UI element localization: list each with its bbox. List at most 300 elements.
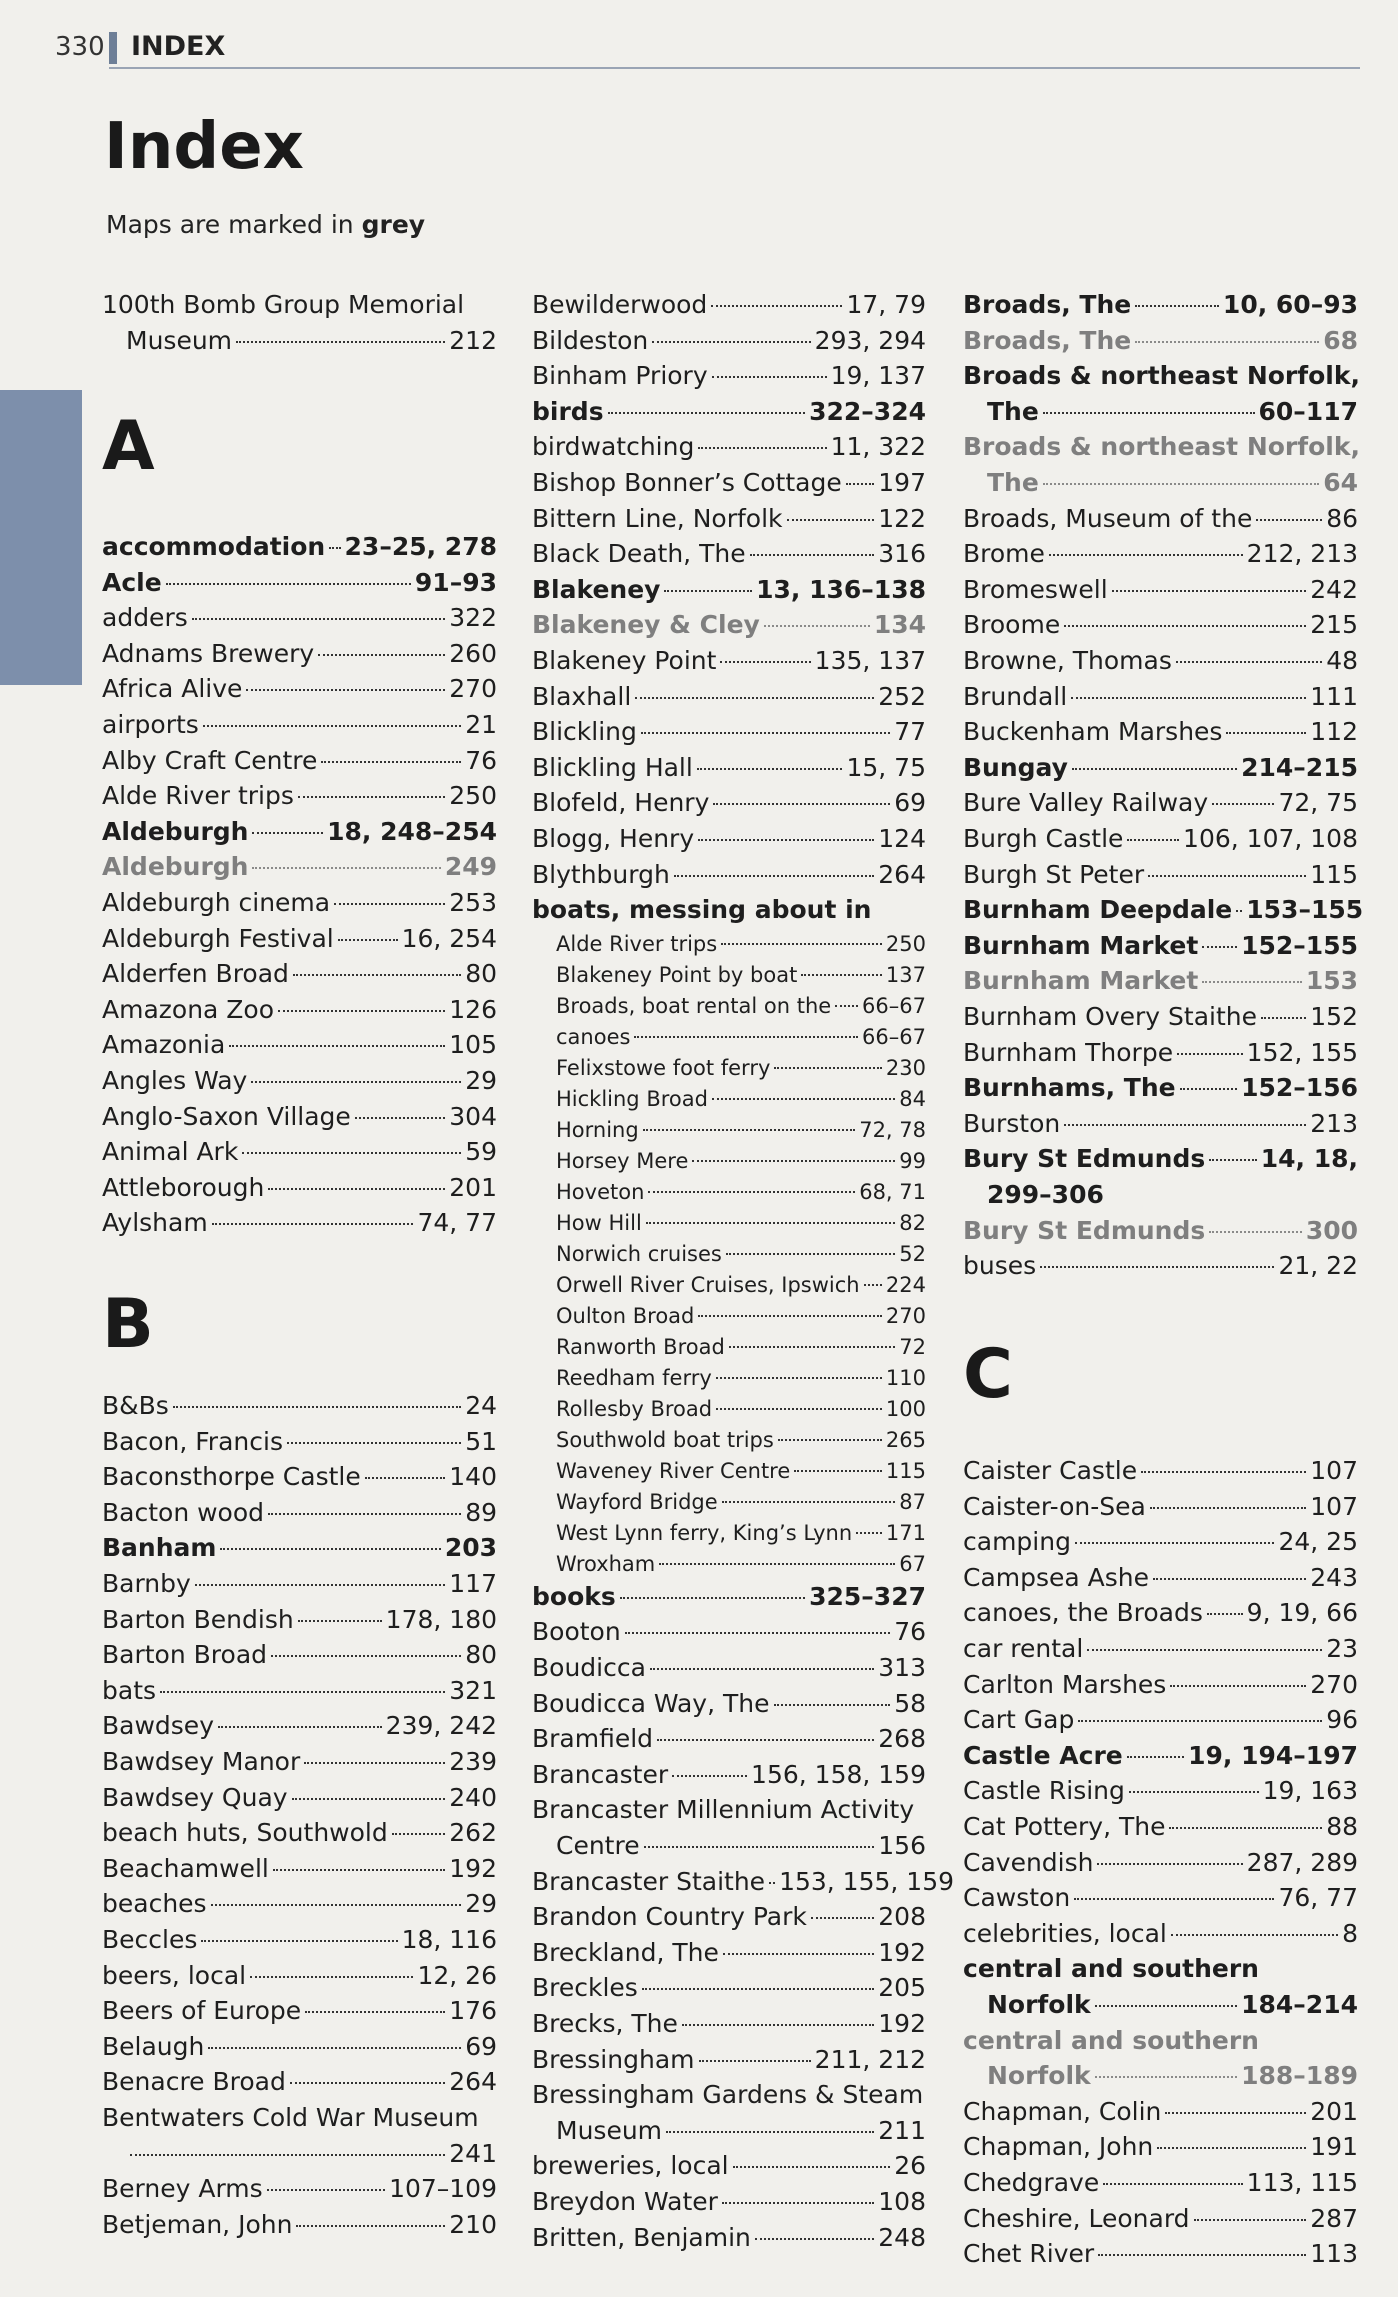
entry-pages: 156, 158, 159 (751, 1759, 926, 1789)
index-entry (963, 1036, 1358, 1070)
leader-dots (1127, 1756, 1184, 1758)
entry-pages: 203 (444, 1533, 497, 1563)
entry-term: Acle (102, 567, 162, 597)
entry-term: central and southern (963, 1954, 1259, 1984)
leader-dots (1176, 661, 1322, 663)
index-entry (532, 537, 926, 571)
leader-dots (1095, 2076, 1237, 2078)
entry-pages: 105 (449, 1030, 497, 1060)
leader-dots (1171, 1934, 1338, 1936)
leader-dots (1212, 803, 1274, 805)
leader-dots (252, 867, 440, 869)
entry-pages: 15, 75 (846, 752, 926, 782)
index-subentry (532, 1270, 926, 1300)
entry-term: Bildeston (532, 325, 649, 355)
entry-term: Cawston (963, 1883, 1071, 1913)
index-entry (963, 786, 1358, 820)
leader-dots (641, 732, 890, 734)
entry-pages: 106, 107, 108 (1183, 824, 1358, 853)
index-entry (102, 1425, 497, 1459)
entry-pages: 191 (1310, 2132, 1358, 2162)
entry-pages: 88 (1326, 1812, 1358, 1841)
entry-pages: 211 (878, 2115, 926, 2145)
index-entry (532, 1793, 926, 1827)
entry-pages: 89 (465, 1497, 497, 1527)
index-entry (532, 2007, 926, 2041)
entry-term: camping (963, 1527, 1071, 1557)
entry-pages: 84 (899, 1086, 926, 1111)
entry-term: Blakeney Point by boat (556, 962, 798, 987)
leader-dots (365, 1477, 446, 1479)
entry-pages: 249 (444, 852, 497, 882)
entry-pages: 210 (449, 2209, 497, 2239)
entry-pages: 80 (465, 1640, 497, 1670)
entry-term: Aldeburgh Festival (102, 923, 334, 953)
entry-term: Horning (556, 1117, 639, 1142)
maps-note (106, 210, 425, 239)
leader-dots (648, 1191, 855, 1193)
entry-term: Chapman, Colin (963, 2096, 1162, 2126)
entry-pages: 214–215 (1241, 752, 1358, 782)
index-entry (102, 1816, 497, 1850)
index-entry (532, 2078, 926, 2112)
leader-dots (192, 618, 446, 620)
index-entry (963, 1071, 1358, 1105)
index-entry (963, 1214, 1358, 1248)
section-tab-marker (0, 390, 82, 685)
leader-dots (1127, 839, 1179, 841)
index-entry (963, 751, 1358, 785)
entry-pages: 112 (1310, 717, 1358, 747)
leader-dots (652, 341, 810, 343)
page-number: 330 (55, 32, 105, 62)
leader-dots (733, 2166, 891, 2168)
entry-pages: 201 (449, 1172, 497, 1202)
entry-term: Aylsham (102, 1208, 208, 1238)
leader-dots (1150, 1507, 1306, 1509)
index-entry (963, 395, 1358, 429)
index-entry (532, 573, 926, 607)
entry-term: Burston (963, 1108, 1061, 1138)
leader-dots (250, 1976, 413, 1978)
entry-term: Berney Arms (102, 2174, 263, 2204)
entry-term: Cat Pottery, The (963, 1812, 1166, 1841)
index-entry (532, 1936, 926, 1970)
leader-dots (835, 1005, 858, 1007)
entry-term: Burnham Market (963, 930, 1199, 960)
entry-pages: 64 (1323, 468, 1358, 497)
leader-dots (293, 974, 461, 976)
leader-dots (1043, 412, 1255, 414)
entry-term: Betjeman, John (102, 2209, 293, 2239)
leader-dots (304, 1762, 445, 1764)
index-entry (102, 1674, 497, 1708)
entry-term: Broads, The (963, 325, 1132, 355)
index-entry (532, 2221, 926, 2255)
leader-dots (298, 796, 445, 798)
entry-pages: 80 (465, 959, 497, 989)
entry-term: Banham (102, 1533, 217, 1563)
index-subentry (532, 929, 926, 959)
entry-pages: 270 (885, 1303, 926, 1328)
entry-pages: 264 (449, 2067, 497, 2097)
entry-term: Barnby (102, 1569, 191, 1598)
entry-pages: 117 (449, 1569, 497, 1598)
entry-pages: 67 (899, 1551, 926, 1576)
entry-pages: 110 (885, 1365, 926, 1390)
leader-dots (1103, 2183, 1242, 2185)
entry-pages: 13, 136–138 (756, 574, 926, 604)
entry-pages: 287, 289 (1246, 1847, 1358, 1877)
entry-pages: 322–324 (809, 396, 926, 426)
leader-dots (252, 832, 323, 834)
leader-dots (723, 1953, 874, 1955)
index-entry (963, 1846, 1358, 1880)
leader-dots (290, 2082, 445, 2084)
leader-dots (774, 1704, 891, 1706)
entry-pages: 69 (894, 788, 926, 818)
index-entry (532, 359, 926, 393)
leader-dots (1180, 1088, 1238, 1090)
leader-dots (642, 1988, 874, 1990)
entry-term: Baconsthorpe Castle (102, 1462, 361, 1492)
leader-dots (1087, 1649, 1322, 1651)
index-entry (532, 395, 926, 429)
entry-pages: 241 (449, 2138, 497, 2168)
entry-term: books (532, 1581, 616, 1611)
leader-dots (698, 1315, 882, 1317)
leader-dots (203, 725, 461, 727)
entry-term: Museum (556, 2115, 663, 2145)
entry-pages: 208 (878, 1902, 926, 1932)
leader-dots (1097, 1863, 1242, 1865)
entry-pages: 243 (1310, 1562, 1358, 1592)
entry-pages: 137 (885, 962, 926, 987)
entry-term: Aldeburgh (102, 852, 249, 882)
entry-pages: 156 (878, 1831, 926, 1860)
entry-term: Blakeney Point (532, 646, 717, 675)
entry-pages: 19, 194–197 (1188, 1740, 1358, 1770)
entry-term: Alde River trips (102, 781, 294, 811)
entry-term: Burnhams, The (963, 1073, 1176, 1103)
leader-dots (211, 1904, 462, 1906)
leader-dots (697, 768, 843, 770)
leader-dots (1074, 1898, 1274, 1900)
leader-dots (787, 519, 875, 521)
entry-term: car rental (963, 1634, 1084, 1663)
entry-pages: 270 (449, 674, 497, 704)
entry-term: Hickling Broad (556, 1086, 708, 1111)
entry-term: Boudicca (532, 1653, 646, 1682)
leader-dots (729, 1346, 895, 1348)
entry-term: Campsea Ashe (963, 1562, 1150, 1592)
entry-pages: 115 (885, 1458, 926, 1483)
leader-dots (1049, 554, 1243, 556)
entry-term: Blakeney (532, 574, 661, 604)
index-entry (532, 430, 926, 464)
entry-term: Chet River (963, 2239, 1095, 2269)
entry-pages: 325–327 (809, 1581, 926, 1611)
entry-pages: 48 (1326, 646, 1358, 675)
leader-dots (236, 341, 445, 343)
entry-term: Blickling Hall (532, 752, 693, 782)
index-entry (102, 2065, 497, 2099)
entry-pages: 115 (1310, 859, 1358, 889)
index-entry (102, 1206, 497, 1240)
index-entry (532, 1687, 926, 1721)
entry-pages: 176 (449, 1996, 497, 2026)
entry-term: Aldeburgh (102, 816, 249, 846)
leader-dots (659, 1563, 895, 1565)
entry-pages: 153, 155, 159 (779, 1866, 955, 1896)
index-entry (102, 815, 497, 849)
index-entry (963, 1881, 1358, 1915)
entry-term: Wroxham (556, 1551, 656, 1576)
leader-dots (1177, 1053, 1243, 1055)
entry-pages: 248 (878, 2222, 926, 2252)
entry-pages: 18, 248–254 (327, 816, 497, 846)
leader-dots (1153, 1578, 1306, 1580)
entry-term: Breckland, The (532, 1937, 719, 1967)
entry-term: Norwich cruises (556, 1241, 722, 1266)
index-subentry (532, 1053, 926, 1083)
entry-pages: 107 (1310, 1456, 1358, 1485)
entry-pages: 124 (878, 824, 926, 853)
leader-dots (160, 1691, 445, 1693)
leader-dots (130, 2154, 445, 2156)
entry-pages: 322 (449, 603, 497, 633)
leader-dots (1157, 2147, 1306, 2149)
leader-dots (166, 583, 411, 585)
index-entry (963, 1000, 1358, 1034)
index-entry (102, 1460, 497, 1494)
entry-term: adders (102, 603, 188, 633)
entry-pages: 72, 75 (1278, 788, 1358, 818)
index-entry (102, 672, 497, 706)
index-entry (532, 466, 926, 500)
index-entry (963, 1774, 1358, 1808)
entry-pages: 262 (449, 1818, 497, 1848)
entry-pages: 66–67 (862, 1024, 926, 1049)
entry-pages: 107 (1310, 1491, 1358, 1521)
entry-term: beaches (102, 1889, 207, 1919)
entry-term: Buckenham Marshes (963, 717, 1223, 747)
leader-dots (1209, 1231, 1302, 1233)
entry-pages: 76 (465, 745, 497, 775)
entry-term: Broome (963, 610, 1061, 640)
entry-pages: 17, 79 (846, 290, 926, 319)
index-subentry (532, 991, 926, 1021)
leader-dots (1165, 2112, 1306, 2114)
index-entry (963, 1107, 1358, 1141)
entry-term: Brancaster Staithe (532, 1866, 766, 1896)
entry-pages: 66–67 (862, 993, 926, 1018)
leader-dots (267, 2189, 385, 2191)
entry-term: Broads, The (963, 290, 1132, 319)
header-bar (109, 32, 117, 64)
entry-term: Britten, Benjamin (532, 2222, 751, 2252)
entry-pages: 242 (1310, 574, 1358, 604)
index-entry (102, 1135, 497, 1169)
entry-pages: 21, 22 (1278, 1251, 1358, 1281)
entry-pages: 29 (465, 1066, 497, 1095)
leader-dots (625, 1632, 891, 1634)
index-entry (532, 1971, 926, 2005)
index-entry (532, 1722, 926, 1756)
leader-dots (1072, 768, 1237, 770)
entry-term: Carlton Marshes (963, 1669, 1167, 1699)
entry-term: Boudicca Way, The (532, 1688, 770, 1718)
entry-pages: 111 (1310, 681, 1358, 711)
leader-dots (650, 1668, 874, 1670)
entry-term: 100th Bomb Group Memorial (102, 290, 465, 319)
index-entry (102, 2030, 497, 2064)
index-entry (963, 573, 1358, 607)
leader-dots (608, 412, 806, 414)
leader-dots (1064, 1124, 1306, 1126)
index-subentry (532, 1549, 926, 1579)
leader-dots (208, 2047, 461, 2049)
entry-pages: 16, 254 (401, 923, 497, 953)
entry-term: Bromeswell (963, 574, 1108, 604)
index-entry (532, 1580, 926, 1614)
entry-term: Rollesby Broad (556, 1396, 713, 1421)
entry-pages: 113, 115 (1246, 2168, 1358, 2197)
leader-dots (711, 305, 842, 307)
entry-pages: 201 (1310, 2096, 1358, 2126)
entry-term: Broads & northeast Norfolk, (963, 432, 1360, 462)
entry-term: Binham Priory (532, 361, 708, 391)
index-entry (532, 858, 926, 892)
index-entry (963, 1988, 1358, 2022)
leader-dots (218, 1726, 382, 1728)
index-entry (102, 1496, 497, 1530)
entry-pages: 300 (1305, 1215, 1358, 1245)
entry-pages: 23 (1326, 1634, 1358, 1663)
index-entry (963, 715, 1358, 749)
entry-pages: 265 (885, 1427, 926, 1452)
entry-pages: 212 (449, 325, 497, 355)
entry-pages: 60–117 (1258, 396, 1358, 426)
leader-dots (242, 1152, 461, 1154)
entry-term: Anglo-Saxon Village (102, 1101, 351, 1131)
entry-term: Cavendish (963, 1847, 1094, 1877)
leader-dots (1169, 1827, 1322, 1829)
index-entry (963, 1454, 1358, 1488)
entry-term: Brancaster (532, 1759, 669, 1789)
leader-dots (246, 689, 445, 691)
entry-term: beers, local (102, 1960, 247, 1990)
index-entry (102, 1100, 497, 1134)
entry-pages: 134 (873, 610, 926, 640)
entry-pages: 24 (465, 1391, 497, 1420)
entry-pages: 153 (1305, 966, 1358, 996)
leader-dots (355, 1117, 445, 1119)
leader-dots (318, 654, 445, 656)
index-entry (963, 2202, 1358, 2236)
leader-dots (1135, 341, 1319, 343)
entry-term: Brome (963, 539, 1045, 569)
index-entry (532, 1615, 926, 1649)
leader-dots (1202, 946, 1237, 948)
entry-term: Burgh Castle (963, 824, 1124, 853)
entry-term: How Hill (556, 1210, 642, 1235)
entry-term: Blythburgh (532, 859, 670, 889)
index-entry (532, 1651, 926, 1685)
entry-term: Burnham Thorpe (963, 1037, 1174, 1067)
entry-pages: 240 (449, 1782, 497, 1812)
entry-term: Barton Bendish (102, 1604, 294, 1634)
entry-term: Burgh St Peter (963, 859, 1145, 889)
entry-term: Burnham Market (963, 966, 1199, 996)
entry-pages: 72 (899, 1334, 926, 1359)
leader-dots (1207, 1613, 1243, 1615)
entry-pages: 68 (1323, 325, 1358, 355)
entry-term: Horsey Mere (556, 1148, 689, 1173)
leader-dots (716, 1377, 882, 1379)
index-entry (963, 1739, 1358, 1773)
entry-pages: 59 (465, 1137, 497, 1167)
entry-term: Castle Acre (963, 1740, 1123, 1770)
entry-pages: 264 (878, 859, 926, 889)
entry-term: Museum (126, 325, 233, 355)
leader-dots (321, 761, 461, 763)
entry-term: Bishop Bonner’s Cottage (532, 468, 842, 497)
index-entry (963, 964, 1358, 998)
entry-pages: 96 (1326, 1705, 1358, 1735)
header-rule (109, 67, 1360, 69)
entry-pages: 192 (449, 1853, 497, 1883)
entry-term: buses (963, 1251, 1037, 1281)
leader-dots (774, 1067, 882, 1069)
entry-pages: 107–109 (389, 2174, 497, 2204)
entry-pages: 213 (1310, 1108, 1358, 1138)
leader-dots (712, 1098, 895, 1100)
index-entry (102, 1531, 497, 1565)
index-entry (963, 2130, 1358, 2164)
entry-term: Hoveton (556, 1179, 645, 1204)
entry-pages: 87 (899, 1489, 926, 1514)
entry-term: birds (532, 396, 604, 426)
index-entry (963, 893, 1364, 927)
index-entry (963, 2095, 1358, 2129)
entry-pages: 58 (894, 1688, 926, 1718)
entry-term: Breckles (532, 1973, 638, 2003)
index-entry (963, 1525, 1358, 1559)
entry-term: Barton Broad (102, 1640, 268, 1670)
maps-note-emphasis: grey (361, 210, 426, 239)
leader-dots (296, 2225, 445, 2227)
leader-dots (750, 554, 875, 556)
index-entry (102, 744, 497, 778)
index-entry (963, 2059, 1358, 2093)
entry-pages: 100 (885, 1396, 926, 1421)
entry-term: Bramfield (532, 1724, 654, 1754)
entry-term: celebrities, local (963, 1918, 1167, 1948)
index-entry (102, 1064, 497, 1098)
entry-pages: 321 (449, 1675, 497, 1705)
entry-term: Bawdsey (102, 1711, 214, 1741)
leader-dots (1040, 1266, 1274, 1268)
entry-term: Blakeney & Cley (532, 610, 760, 640)
entry-pages: 9, 19, 66 (1246, 1598, 1358, 1628)
leader-dots (698, 839, 874, 841)
entry-pages: 12, 26 (417, 1960, 497, 1990)
index-entry (102, 2172, 497, 2206)
index-entry (102, 1994, 497, 2028)
index-entry (963, 359, 1358, 393)
entry-pages: 10, 60–93 (1222, 290, 1358, 319)
